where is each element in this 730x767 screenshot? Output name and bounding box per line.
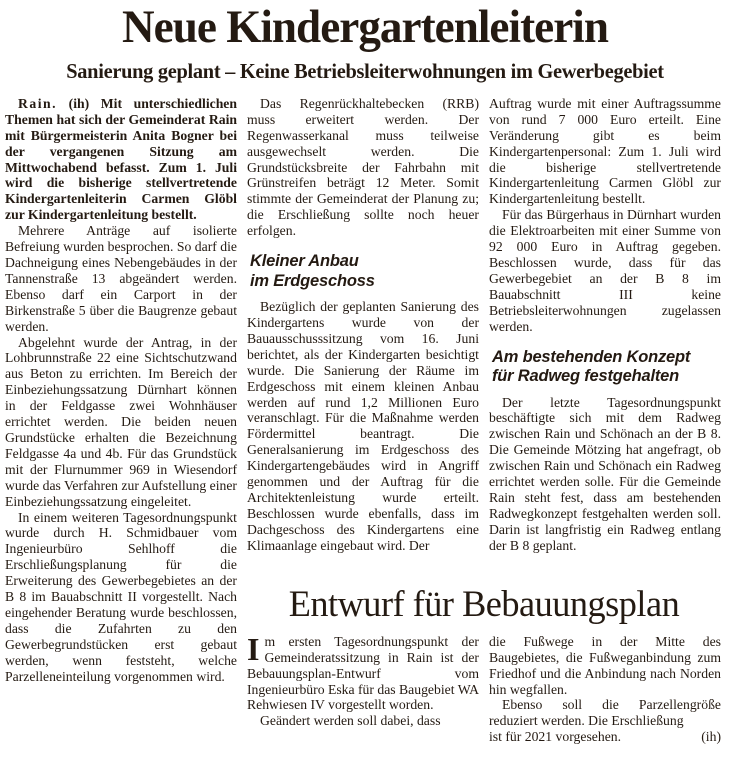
paragraph: die Fußwege in der Mitte des Baugebietes, die Fußweganbindung zum Friedhof und die Anbindung nach Norden hin wegfallen. (489, 633, 721, 697)
section-heading (250, 252, 479, 291)
article1-column-1 (5, 96, 237, 745)
page-title: Neue Kindergartenleiterin (121, 1, 608, 53)
article1-columns-2-3 (247, 96, 721, 576)
paragraph: Geändert werden soll dabei, dass (260, 713, 441, 729)
paragraph: Das Regenrückhaltebecken (RRB) muss erweitert werden. Der Regenwasserkanal muss teilweise ausgewechselt werden. Die Grundstücksbreite der Fahrbahn mit Grünstreifen beträgt 12 Meter. Somit stimmte der Gemeinderat der Planung zu; die Erschließung sollte noch heuer erfolgen. (247, 95, 479, 239)
paragraph: Auftrag wurde mit einer Auftragssumme von rund 7 000 Euro erteilt. Eine Veränderung gibt es beim Kindergartenpersonal: Zum 1. Juli wird die bisherige stellvertretende Kindergartenleitung Carmen Glöbl zur Kindergartenleitung bestellt. (489, 95, 721, 207)
author-credit: (ih) (701, 729, 721, 745)
lead-text: (ih) Mit unterschiedlichen Themen hat sich der Gemeinderat Rain mit Bürgermeisterin Anita Bogner bei der vergangenen Sitzung am Mittwochabend befasst. Zum 1. Juli wird die bisherige stellvertretende Kindergartenleiterin Carmen Glöbl zur Kindergartenleitung bestellt. (5, 95, 237, 223)
section-heading-line: Kleiner Anbau (250, 252, 359, 271)
article2-body (247, 630, 721, 745)
article2-column-right (489, 634, 721, 745)
article1-column-3 (489, 96, 721, 576)
paragraph: Mehrere Anträge auf isolierte Befreiung wurden besprochen. So darf die Dachneigung eines Nebengebäudes in der Tannenstraße 13 abgeändert werden. Ebenso darf ein Carport in der Birkenstraße 5 über die Baugrenze gebaut werden. (5, 223, 237, 334)
article2 (247, 576, 721, 745)
page-subtitle: Sanierung geplant – Keine Betriebsleiterwohnungen im Gewerbegebiet (66, 58, 664, 83)
paragraph: Der letzte Tagesordnungspunkt beschäftigte sich mit dem Radweg zwischen Rain und Schönach an der B 8. Die Gemeinde Mötzing hat angefragt, ob zwischen Rain und Schönach ein Radweg errichtet werden solle. Für die Gemeinde Rain steht fest, dass am bestehenden Radwegkonzept festgehalten werden soll. Darin ist langfristig ein Radweg entlang der B 8 geplant. (489, 394, 721, 553)
lead-paragraph (5, 96, 237, 223)
section-heading-line: im Erdgeschoss (250, 271, 375, 290)
paragraph: Ebenso soll die Parzellengröße reduziert werden. Die Erschließung (489, 697, 721, 729)
paragraph-text: m ersten Tagesordnungspunkt der Gemeinderatssitzung in Rain ist der Bebauungsplan-Entwurf vom Ingenieurbüro Eska für das Baugebiet WA Rehwiesen IV vorgestellt worden. (247, 633, 479, 713)
closing-line (489, 729, 721, 745)
dateline: Rain. (18, 95, 58, 111)
paragraph: Bezüglich der geplanten Sanierung des Kindergartens wurde von der Bauausschusssitzung vom 16. Juni berichtet, als der Kindergarten besichtigt wurde. Die Sanierung der Räume im Erdgeschoss mit einem kleinen Anbau werden auf rund 1,2 Millionen Euro veranschlagt. Für die Maßnahme werden Fördermittel beantragt. Die Generalsanierung im Erdgeschoss des Kindergartengebäudes wird in Angriff genommen und der Auftrag für die Architektenleistung wurde erteilt. Beschlossen wurde ebenfalls, dass im Dachgeschoss des Kindergartens eine Klimaanlage eingebaut wird. Der (247, 299, 479, 553)
article2-title: Entwurf für Bebauungsplan (288, 583, 680, 625)
paragraph: Für das Bürgerhaus in Dürnhart wurden die Elektroarbeiten mit einer Summe von 92 000 Euro in Auftrag gegeben. Beschlossen wurde, dass für das Gewerbegebiet an der B 8 im Bauabschnitt III keine Betriebsleiterwohnungen zugelassen werden. (489, 207, 721, 334)
article2-column-left (247, 630, 479, 745)
drop-cap: I (247, 630, 260, 667)
section-heading-line: für Radweg festgehalten (492, 367, 680, 386)
right-columns-wrap (247, 96, 721, 745)
paragraph (247, 630, 479, 714)
article1-column-2 (247, 96, 479, 576)
article1-body (5, 96, 725, 745)
section-heading (492, 348, 721, 387)
paragraph: Abgelehnt wurde der Antrag, in der Lohbrunnstraße 22 eine Sichtschutzwand aus Beton zu errichten. Im Bereich der Einbeziehungssatzung Dürnhart können in der Feldgasse zwei Wohnhäuser errichtet werden. Die beiden neuen Grundstücke erhalten die Bezeichnung Feldgasse 4a und 4b. Für das Grundstück mit der Flurnummer 969 in Wiesendorf wurde das Verfahren zur Aufstellung einer Einbeziehungssatzung eingeleitet. (5, 334, 237, 509)
masthead (5, 1, 725, 84)
closing-text: ist für 2021 vorgesehen. (489, 729, 622, 745)
section-heading-line: Am bestehenden Konzept (492, 347, 691, 366)
paragraph: In einem weiteren Tagesordnungspunkt wurde durch H. Schmidbauer vom Ingenieurbüro Sehlhoff die Erschließungsplanung für die Erweiterung des Gewerbegebietes an der B 8 im Bauabschnitt II vorgestellt. Nach eingehender Beratung wurde beschlossen, dass die Zufahrten zu den Gewerbegrundstücken erst gebaut werden, wenn feststeht, welche Parzelleneinteilung vorgenommen wird. (5, 509, 237, 684)
